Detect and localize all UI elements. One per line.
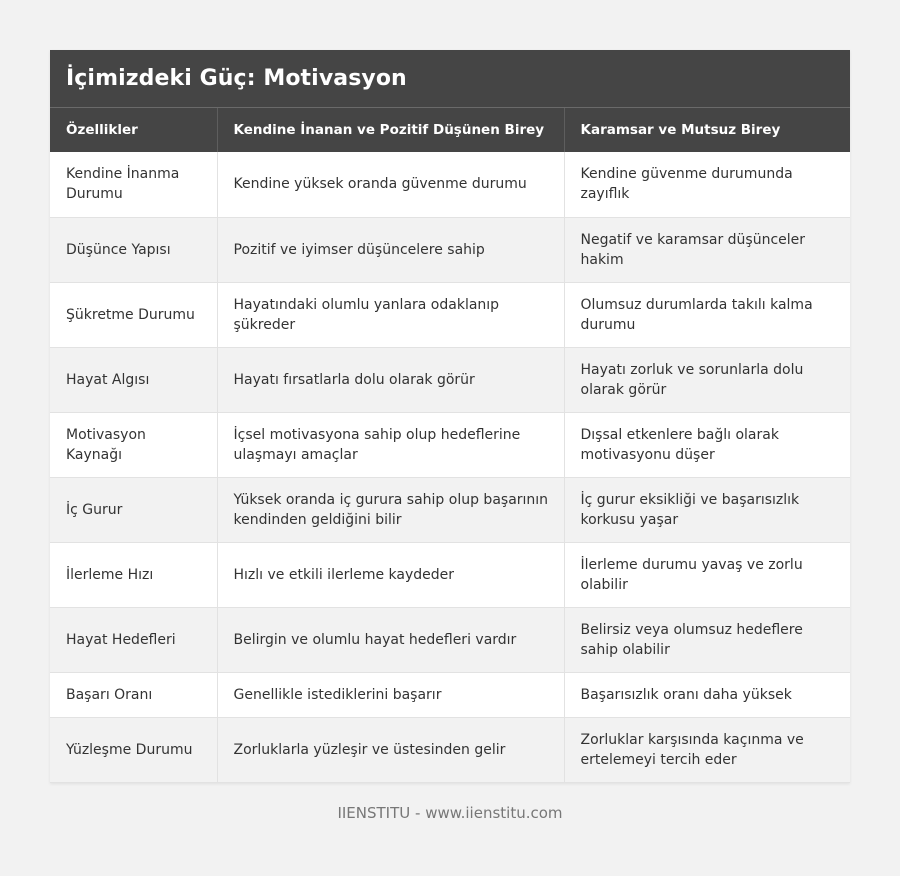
pessimistic-cell: Negatif ve karamsar düşünceler hakim (564, 217, 850, 282)
feature-cell: Hayat Algısı (50, 347, 217, 412)
positive-cell: Yüksek oranda iç gurura sahip olup başarının kendinden geldiğini bilir (217, 477, 564, 542)
pessimistic-cell: Dışsal etkenlere bağlı olarak motivasyonu düşer (564, 412, 850, 477)
pessimistic-cell: Zorluklar karşısında kaçınma ve ertelemeyi tercih eder (564, 717, 850, 782)
table-row (50, 152, 850, 217)
pessimistic-cell: Belirsiz veya olumsuz hedeflere sahip olabilir (564, 607, 850, 672)
footer-credit: IIENSTITU - www.iienstitu.com (337, 804, 563, 822)
feature-cell: İç Gurur (50, 477, 217, 542)
positive-cell: Pozitif ve iyimser düşüncelere sahip (217, 217, 564, 282)
feature-cell: Motivasyon Kaynağı (50, 412, 217, 477)
title-bar (50, 50, 850, 108)
feature-cell: İlerleme Hızı (50, 542, 217, 607)
positive-cell: Hayatındaki olumlu yanlara odaklanıp şükreder (217, 282, 564, 347)
positive-cell: Hayatı fırsatlarla dolu olarak görür (217, 347, 564, 412)
feature-cell: Şükretme Durumu (50, 282, 217, 347)
positive-cell: Genellikle istediklerini başarır (217, 672, 564, 717)
pessimistic-cell: Başarısızlık oranı daha yüksek (564, 672, 850, 717)
table-row (50, 607, 850, 672)
pessimistic-cell: İlerleme durumu yavaş ve zorlu olabilir (564, 542, 850, 607)
comparison-table (50, 108, 850, 783)
pessimistic-cell: Kendine güvenme durumunda zayıflık (564, 152, 850, 217)
feature-cell: Düşünce Yapısı (50, 217, 217, 282)
pessimistic-cell: Olumsuz durumlarda takılı kalma durumu (564, 282, 850, 347)
table-title: İçimizdeki Güç: Motivasyon (66, 66, 407, 91)
column-header-features: Özellikler (50, 108, 217, 152)
feature-cell: Kendine İnanma Durumu (50, 152, 217, 217)
feature-cell: Başarı Oranı (50, 672, 217, 717)
column-header-pessimistic-person: Karamsar ve Mutsuz Birey (564, 108, 850, 152)
comparison-card (50, 50, 850, 783)
table-row (50, 282, 850, 347)
table-row (50, 217, 850, 282)
header-row (50, 108, 850, 152)
positive-cell: Belirgin ve olumlu hayat hedefleri vardır (217, 607, 564, 672)
positive-cell: Kendine yüksek oranda güvenme durumu (217, 152, 564, 217)
table-row (50, 477, 850, 542)
positive-cell: İçsel motivasyona sahip olup hedeflerine ulaşmayı amaçlar (217, 412, 564, 477)
table-row (50, 542, 850, 607)
positive-cell: Hızlı ve etkili ilerleme kaydeder (217, 542, 564, 607)
pessimistic-cell: İç gurur eksikliği ve başarısızlık korkusu yaşar (564, 477, 850, 542)
table-row (50, 717, 850, 782)
feature-cell: Hayat Hedefleri (50, 607, 217, 672)
column-header-positive-person: Kendine İnanan ve Pozitif Düşünen Birey (217, 108, 564, 152)
table-row (50, 347, 850, 412)
table-row (50, 672, 850, 717)
positive-cell: Zorluklarla yüzleşir ve üstesinden gelir (217, 717, 564, 782)
pessimistic-cell: Hayatı zorluk ve sorunlarla dolu olarak görür (564, 347, 850, 412)
feature-cell: Yüzleşme Durumu (50, 717, 217, 782)
table-row (50, 412, 850, 477)
